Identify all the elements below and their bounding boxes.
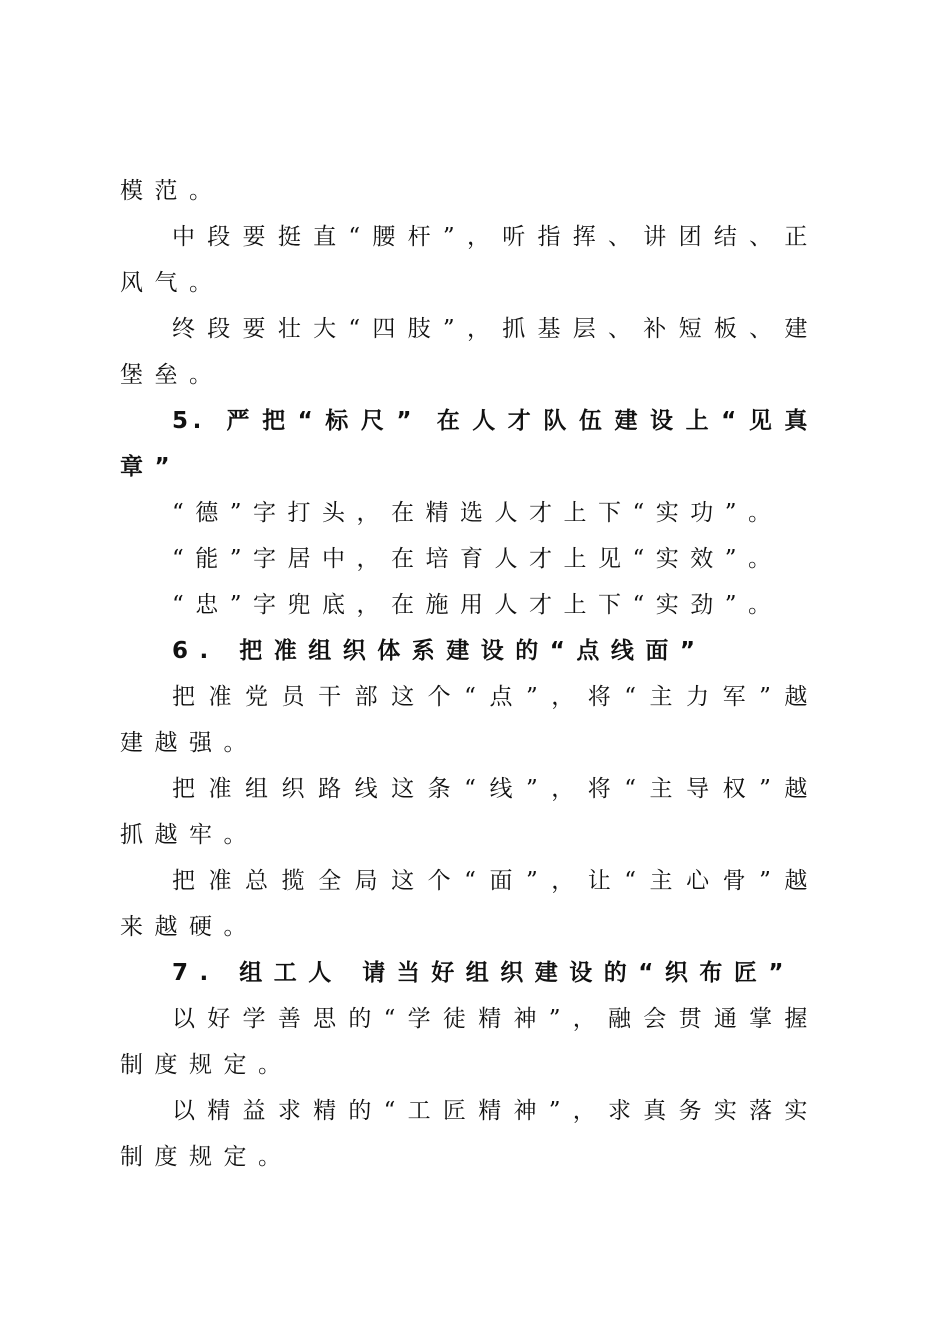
text-line: 把准组织路线这条“线”，将“主导权”越 bbox=[172, 776, 812, 802]
text-line: 堡垒。 bbox=[120, 362, 224, 388]
text-line: 终段要壮大“四肢”，抓基层、补短板、建 bbox=[172, 316, 812, 342]
document-body bbox=[120, 168, 812, 1180]
text-line: 模范。 bbox=[120, 178, 224, 204]
section-heading-5: 5. 严把“标尺” 在人才队伍建设上“见真 bbox=[172, 408, 812, 434]
text-line: 制度规定。 bbox=[120, 1052, 293, 1078]
text-line: 以精益求精的“工匠精神”，求真务实落实 bbox=[172, 1098, 812, 1124]
section-heading-7: 7. 组工人 请当好组织建设的“织布匠” bbox=[172, 960, 795, 986]
text-line: 以好学善思的“学徒精神”，融会贯通掌握 bbox=[172, 1006, 812, 1032]
text-line: 把准党员干部这个“点”，将“主力军”越 bbox=[172, 684, 812, 710]
text-line: “能”字居中，在培育人才上见“实效”。 bbox=[172, 546, 783, 572]
text-line: 来越硬。 bbox=[120, 914, 258, 940]
text-line: 风气。 bbox=[120, 270, 224, 296]
text-line: 抓越牢。 bbox=[120, 822, 258, 848]
text-line: 把准总揽全局这个“面”，让“主心骨”越 bbox=[172, 868, 812, 894]
text-line: 建越强。 bbox=[120, 730, 258, 756]
text-line: 制度规定。 bbox=[120, 1144, 293, 1170]
text-line: “忠”字兜底，在施用人才上下“实劲”。 bbox=[172, 592, 783, 618]
text-line: 中段要挺直“腰杆”，听指挥、讲团结、正 bbox=[172, 224, 812, 250]
section-heading-6: 6. 把准组织体系建设的“点线面” bbox=[172, 638, 707, 664]
section-heading-5-continued: 章” bbox=[120, 454, 182, 480]
text-line: “德”字打头，在精选人才上下“实功”。 bbox=[172, 500, 783, 526]
